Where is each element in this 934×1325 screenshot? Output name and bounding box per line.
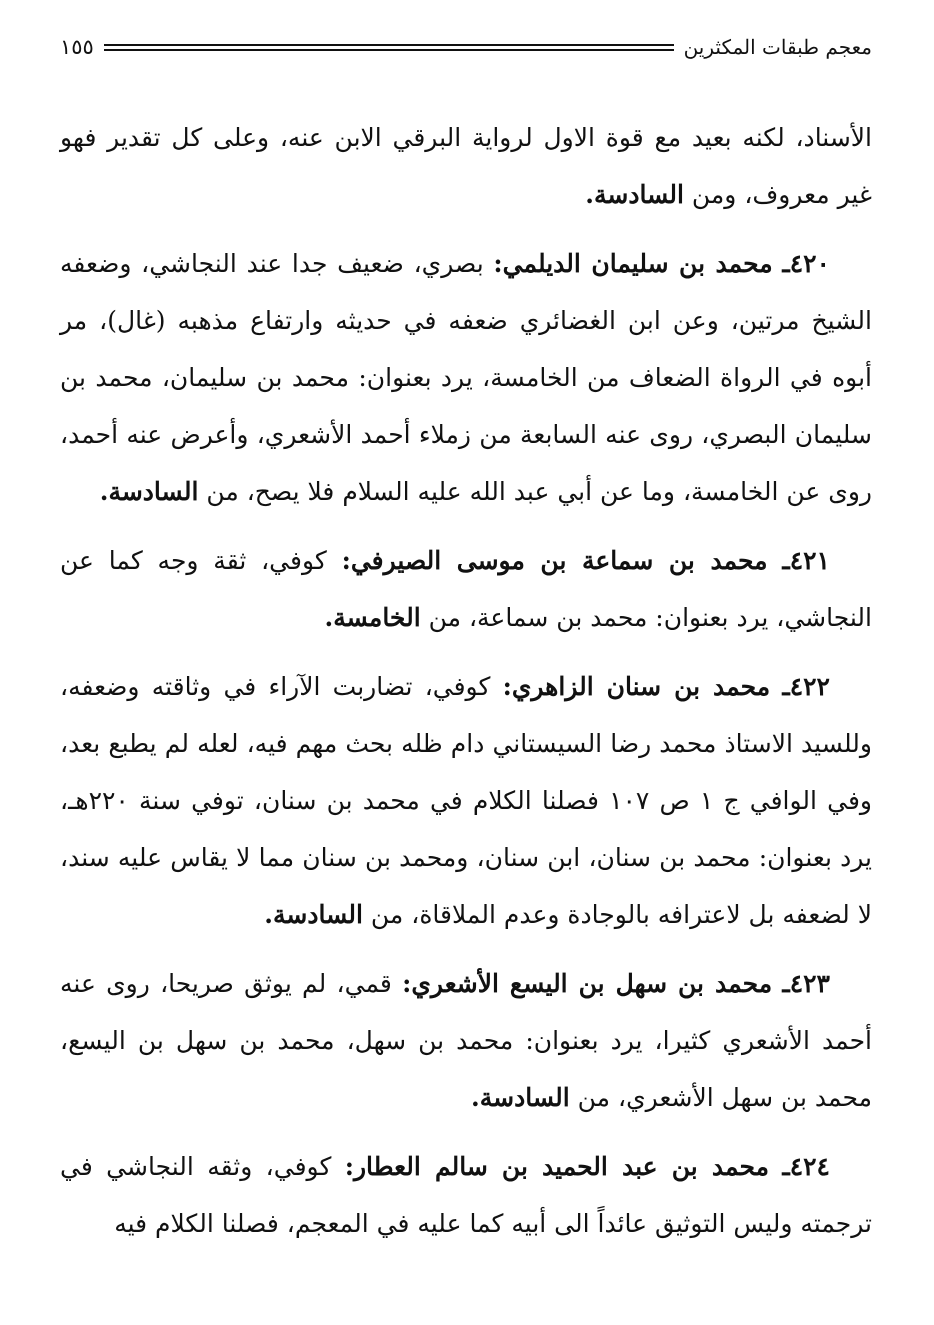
running-title: معجم طبقات المكثرين <box>683 35 872 59</box>
entry-name: محمد بن سماعة بن موسى الصيرفي: <box>341 546 768 575</box>
entry-424 <box>60 1138 872 1252</box>
header-rule <box>104 44 674 51</box>
entry-name: محمد بن سنان الزاهري: <box>502 672 771 701</box>
entry-text: كوفي، ثقة وجه كما عن النجاشي، يرد بعنوان: محمد بن سماعة، من <box>60 546 872 632</box>
entry-tail: الخامسة. <box>324 603 421 632</box>
entry-number: ٤٢٤ـ <box>782 1152 830 1181</box>
entry-421 <box>60 532 872 646</box>
entry-number: ٤٢٣ـ <box>782 969 830 998</box>
entry-text: بصري، ضعيف جدا عند النجاشي، وضعفه الشيخ مرتين، وعن ابن الغضائري ضعفه في حديثه وارتفاع مذهبه (غال)، مر أبوه في الرواة الضعاف من الخامسة، يرد بعنوان: محمد بن سليمان، محمد بن سليمان البصري، روى عنه السابعة من زملاء أحمد الأشعري، وأعرض عنه أحمد، روى عن الخامسة، وما عن أبي عبد الله عليه السلام فلا يصح، من <box>60 249 872 506</box>
entry-tail: السادسة. <box>264 900 363 929</box>
entry-tail: السادسة. <box>99 477 199 506</box>
entry-422 <box>60 658 872 943</box>
entry-number: ٤٢٠ـ <box>782 249 830 278</box>
entry-text: كوفي، تضاربت الآراء في وثاقته وضعفه، وللسيد الاستاذ محمد رضا السيستاني دام ظله بحث مهم فيه، لعله لم يطبع بعد، وفي الوافي ج ١ ص ١٠٧ فصلنا الكلام في محمد بن سنان، توفي سنة ٢٢٠هـ، يرد بعنوان: محمد بن سنان، ابن سنان، ومحمد بن سنان مما لا يقاس عليه سند، لا لضعفه بل لاعترافه بالوجادة وعدم الملاقاة، من <box>60 672 872 929</box>
page-header <box>60 30 872 64</box>
entry-tail: السادسة. <box>471 1083 570 1112</box>
entry-name: محمد بن عبد الحميد بن سالم العطار: <box>344 1152 769 1181</box>
entry-420 <box>60 235 872 520</box>
entry-number: ٤٢٢ـ <box>782 672 830 701</box>
entry-number: ٤٢١ـ <box>782 546 830 575</box>
entry-text: قمي، لم يوثق صريحا، روى عنه أحمد الأشعري كثيرا، يرد بعنوان: محمد بن سهل، محمد بن سهل بن اليسع، محمد بن سهل الأشعري، من <box>60 969 872 1112</box>
entry-text: كوفي، وثقه النجاشي في ترجمته وليس التوثيق عائداً الى أبيه كما عليه في المعجم، فصلنا الكلام فيه <box>60 1152 872 1238</box>
entry-name: محمد بن سهل بن اليسع الأشعري: <box>402 969 773 998</box>
page-body <box>60 109 872 1264</box>
entry-name: محمد بن سليمان الديلمي: <box>493 249 773 278</box>
page-number: ١٥٥ <box>60 35 94 59</box>
entry-423 <box>60 955 872 1126</box>
paragraph-text: الأسناد، لكنه بعيد مع قوة الاول لرواية البرقي الابن عنه، وعلى كل تقدير فهو غير معروف، ومن <box>60 123 872 209</box>
paragraph-tail: السادسة. <box>585 180 684 209</box>
continuation-paragraph <box>60 109 872 223</box>
